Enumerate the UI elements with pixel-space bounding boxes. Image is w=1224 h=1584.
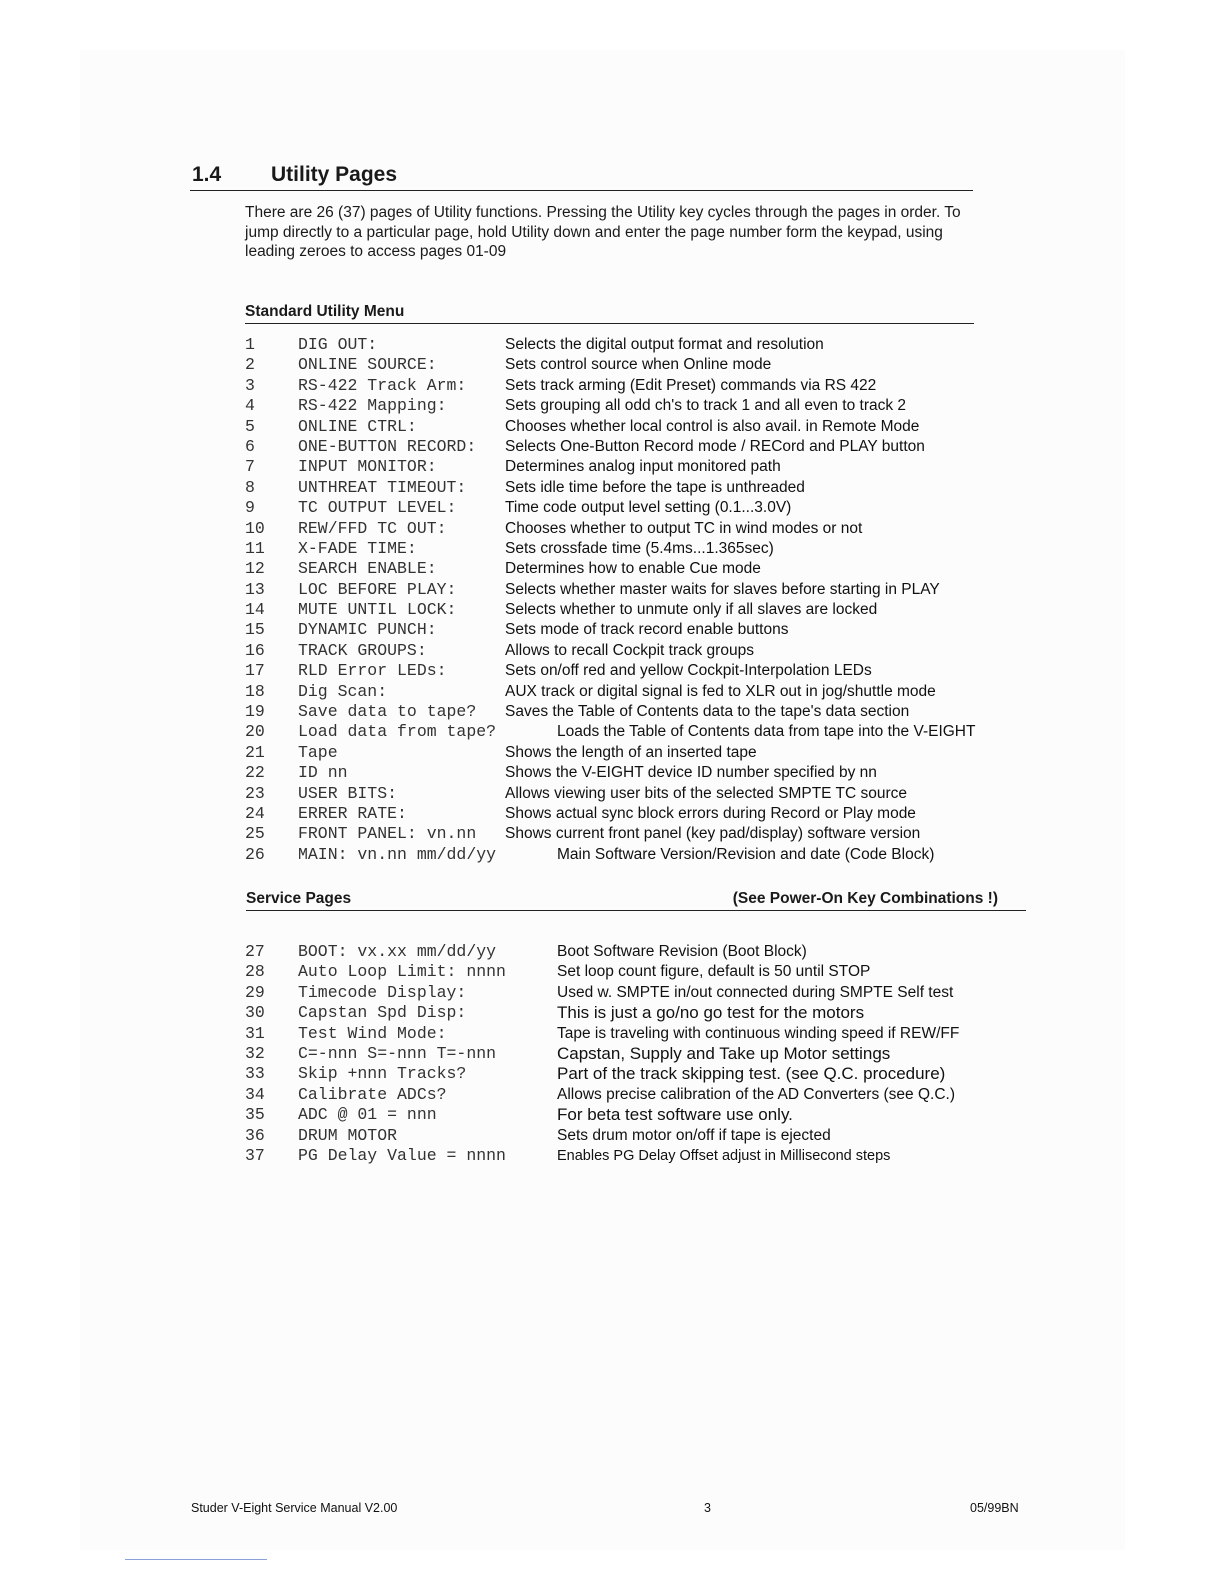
function-description: Determines how to enable Cue mode (505, 560, 761, 578)
display-text: ID nn (298, 763, 348, 783)
standard-menu-heading (245, 303, 974, 324)
display-text: MAIN: vn.nn mm/dd/yy (298, 844, 497, 864)
function-description: Shows actual sync block errors during Record or Play mode (505, 804, 916, 822)
page-number: 34 (245, 1084, 265, 1104)
page-number: 14 (245, 600, 265, 620)
function-description: Capstan, Supply and Take up Motor settings (557, 1043, 891, 1063)
function-description: Shows the V-EIGHT device ID number specified by nn (505, 764, 877, 782)
function-description: Enables PG Delay Offset adjust in Millisecond steps (557, 1147, 891, 1164)
function-description: Tape is traveling with continuous winding speed if REW/FF (557, 1024, 960, 1042)
function-description: This is just a go/no go test for the motors (557, 1003, 865, 1023)
page-number: 37 (245, 1145, 265, 1165)
page-number: 10 (245, 518, 265, 538)
display-text: FRONT PANEL: vn.nn (298, 824, 477, 844)
function-description: Allows precise calibration of the AD Converters (see Q.C.) (557, 1085, 955, 1103)
display-text: RS-422 Mapping: (298, 396, 447, 416)
page-number: 9 (245, 498, 255, 518)
function-description: For beta test software use only. (557, 1105, 793, 1125)
display-text: Timecode Display: (298, 982, 467, 1002)
function-description: Sets control source when Online mode (505, 356, 772, 374)
service-pages-heading (246, 890, 1026, 911)
page-number: 23 (245, 783, 265, 803)
page-number: 30 (245, 1003, 265, 1023)
display-text: X-FADE TIME: (298, 538, 417, 558)
service-pages-title: Service Pages (246, 890, 352, 907)
function-description: Time code output level setting (0.1...3.0V) (505, 499, 792, 517)
page-number: 20 (245, 722, 265, 742)
display-text: ERRER RATE: (298, 803, 407, 823)
section-title: Utility Pages (271, 163, 398, 186)
page-number: 22 (245, 763, 265, 783)
page-number: 11 (245, 538, 265, 558)
display-text: ONLINE SOURCE: (298, 355, 437, 375)
display-text: Test Wind Mode: (298, 1023, 447, 1043)
function-description: Allows viewing user bits of the selected SMPTE TC source (505, 784, 908, 802)
section-number: 1.4 (192, 163, 222, 186)
function-description: Loads the Table of Contents data from tape into the V-EIGHT (557, 723, 976, 741)
display-text: BOOT: vx.xx mm/dd/yy (298, 942, 497, 961)
function-description: Shows current front panel (key pad/display) software version (505, 825, 921, 843)
display-text: MUTE UNTIL LOCK: (298, 600, 457, 620)
function-description: Selects the digital output format and resolution (505, 336, 824, 353)
page-number: 29 (245, 982, 265, 1002)
page-number: 21 (245, 742, 265, 762)
function-description: Selects whether to unmute only if all slaves are locked (505, 601, 878, 619)
display-text: Load data from tape? (298, 722, 497, 742)
function-description: Set loop count figure, default is 50 until STOP (557, 963, 871, 981)
function-description: Sets track arming (Edit Preset) commands via RS 422 (505, 376, 877, 394)
page-number: 13 (245, 579, 265, 599)
page-number: 36 (245, 1125, 265, 1145)
function-description: Saves the Table of Contents data to the tape's data section (505, 703, 910, 721)
display-text: Save data to tape? (298, 702, 477, 722)
display-text: DRUM MOTOR (298, 1125, 398, 1145)
page-number: 35 (245, 1105, 265, 1125)
footer-page-number: 3 (704, 1501, 711, 1515)
service-pages-note: (See Power-On Key Combinations !) (732, 890, 998, 907)
intro-paragraph: There are 26 (37) pages of Utility functions. Pressing the Utility key cycles through the pages in order. To jump directly to a particular page, hold Utility down and enter the page number form the keypad, using leading zeroes to access pages 01-09 (245, 204, 961, 260)
function-description: Chooses whether local control is also avail. in Remote Mode (505, 417, 920, 435)
function-description: Determines analog input monitored path (505, 458, 781, 476)
page-number: 4 (245, 396, 255, 416)
function-description: Main Software Version/Revision and date (Code Block) (557, 845, 935, 863)
page-number: 2 (245, 355, 255, 375)
function-description: Used w. SMPTE in/out connected during SMPTE Self test (557, 983, 954, 1001)
page-number: 25 (245, 824, 265, 844)
display-text: DYNAMIC PUNCH: (298, 620, 437, 640)
display-text: PG Delay Value = nnnn (298, 1145, 506, 1165)
function-description: Allows to recall Cockpit track groups (505, 641, 754, 659)
function-description: Sets crossfade time (5.4ms...1.365sec) (505, 539, 774, 557)
display-text: TRACK GROUPS: (298, 640, 427, 660)
page-number: 33 (245, 1064, 265, 1084)
function-description: Selects whether master waits for slaves before starting in PLAY (505, 580, 940, 598)
display-text: ONLINE CTRL: (298, 416, 417, 436)
footer-manual-title: Studer V-Eight Service Manual V2.00 (191, 1501, 398, 1515)
display-text: RLD Error LEDs: (298, 661, 447, 681)
function-description: AUX track or digital signal is fed to XLR out in jog/shuttle mode (505, 682, 936, 700)
function-description: Chooses whether to output TC in wind modes or not (505, 519, 863, 537)
display-text: DIG OUT: (298, 335, 378, 354)
function-description: Sets mode of track record enable buttons (505, 621, 789, 639)
page-number: 26 (245, 844, 265, 864)
display-text: INPUT MONITOR: (298, 457, 437, 477)
display-text: TC OUTPUT LEVEL: (298, 498, 457, 518)
display-text: ONE-BUTTON RECORD: (298, 436, 477, 456)
page-number: 31 (245, 1023, 265, 1043)
display-text: Skip +nnn Tracks? (298, 1064, 467, 1084)
page-number: 3 (245, 375, 255, 395)
display-text: C=-nnn S=-nnn T=-nnn (298, 1043, 497, 1063)
page-number: 7 (245, 457, 255, 477)
display-text: LOC BEFORE PLAY: (298, 579, 457, 599)
function-description: Sets on/off red and yellow Cockpit-Interpolation LEDs (505, 662, 872, 680)
display-text: Tape (298, 742, 338, 762)
display-text: USER BITS: (298, 783, 398, 803)
display-text: Dig Scan: (298, 681, 388, 701)
page-edge-line (125, 1559, 267, 1560)
display-text: UNTHREAT TIMEOUT: (298, 477, 467, 497)
page-number: 19 (245, 702, 265, 722)
page-number: 8 (245, 477, 255, 497)
display-text: REW/FFD TC OUT: (298, 518, 447, 538)
function-description: Selects One-Button Record mode / RECord and PLAY button (505, 437, 925, 455)
function-description: Part of the track skipping test. (see Q.C. procedure) (557, 1064, 946, 1084)
display-text: SEARCH ENABLE: (298, 559, 437, 579)
page-number: 16 (245, 640, 265, 660)
page-number: 12 (245, 559, 265, 579)
page-number: 24 (245, 803, 265, 823)
display-text: RS-422 Track Arm: (298, 375, 467, 395)
page-number: 1 (245, 335, 255, 354)
display-text: Auto Loop Limit: nnnn (298, 962, 506, 982)
function-description: Sets grouping all odd ch's to track 1 and all even to track 2 (505, 397, 907, 415)
page-number: 17 (245, 661, 265, 681)
function-description: Sets drum motor on/off if tape is ejected (557, 1126, 831, 1144)
page-number: 18 (245, 681, 265, 701)
function-description: Sets idle time before the tape is unthreaded (505, 478, 805, 496)
standard-menu-title: Standard Utility Menu (245, 303, 405, 320)
function-description: Boot Software Revision (Boot Block) (557, 943, 807, 960)
page-number: 32 (245, 1043, 265, 1063)
section-heading (190, 163, 973, 191)
display-text: Calibrate ADCs? (298, 1084, 447, 1104)
page-number: 27 (245, 942, 265, 961)
page-number: 6 (245, 436, 255, 456)
display-text: ADC @ 01 = nnn (298, 1105, 437, 1125)
display-text: Capstan Spd Disp: (298, 1003, 467, 1023)
page-number: 28 (245, 962, 265, 982)
footer-revision: 05/99BN (970, 1501, 1019, 1515)
function-description: Shows the length of an inserted tape (505, 743, 757, 761)
page-number: 15 (245, 620, 265, 640)
page-number: 5 (245, 416, 255, 436)
